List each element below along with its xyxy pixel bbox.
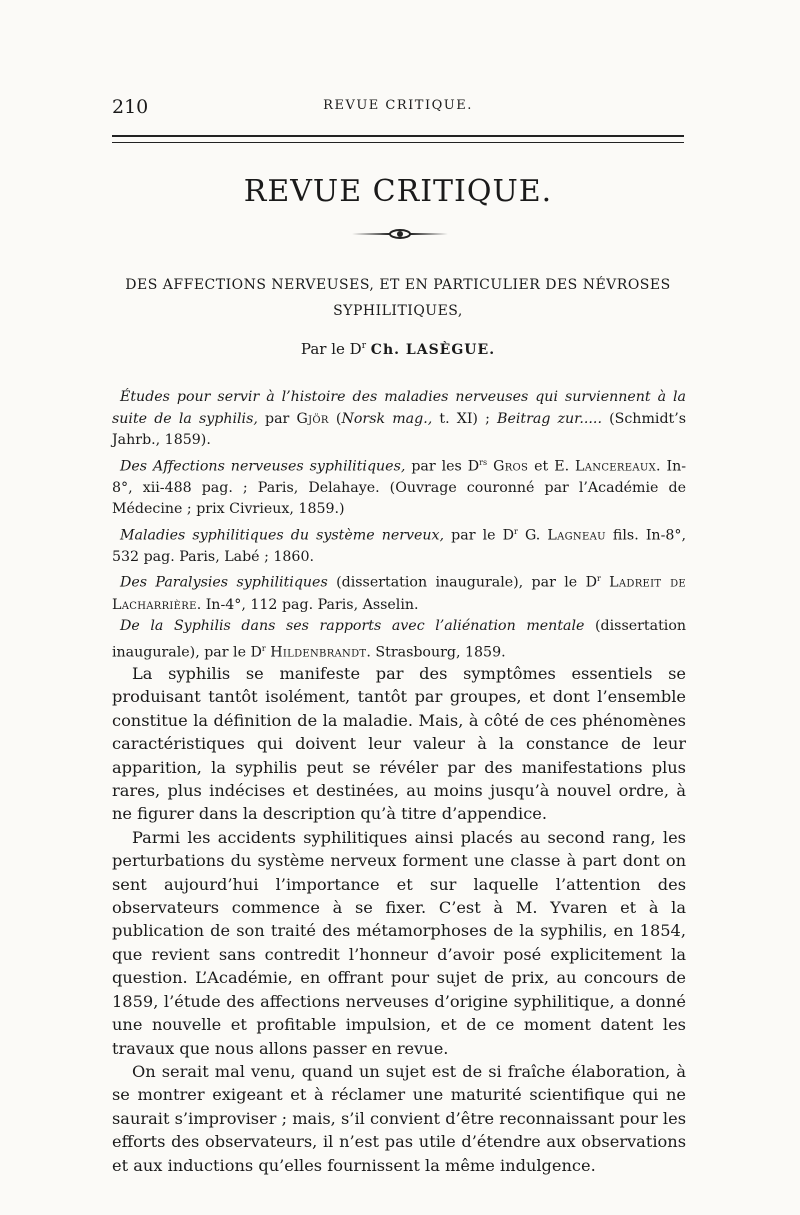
body-paragraph: Parmi les accidents syphilitiques ainsi placés au second rang, les perturbations du système nerveux forment une classe à part dont on sent aujourd’hui l’importance et sur laquelle l’attention des observateurs commence à se fixer. C’est à M. Yvaren et à la publication de son traité des métamorphoses de la syphilis, en 1854, que revient sans contredit l’honneur d’avoir posé explicitement la question. L’Académie, en offrant pour sujet de prix, au concours de 1859, l’étude des affections nerveuses d’origine syphilitique, a donné une nouvelle et profitable impulsion, et de ce moment datent les travaux que nous allons passer en revue.	[112, 827, 686, 1058]
body-text	[112, 662, 686, 1177]
reference-item: Des Affections nerveuses syphilitiques, par les $D^{rs}$ Gros et E. Lancereaux. In-8°, xii-488 pag. ; Paris, Delahaye. (Ouvrage couronné par l’Académie de Médecine ; prix Civrieux, 1859.)	[112, 457, 687, 518]
bibliography	[112, 387, 686, 664]
byline	[112, 340, 684, 358]
article-title	[112, 272, 684, 324]
body-paragraph: On serait mal venu, quand un sujet est de si fraîche élaboration, à se montrer exigeant et à réclamer une maturité scientifique qui ne saurait s’improviser ; mais, s’il convient d’être reconnaissant pour les efforts des observateurs, il n’est pas utile d’étendre aux observations et aux inductions qu’elles fournissent la même indulgence.	[112, 1061, 686, 1175]
body-paragraph: La syphilis se manifeste par des symptômes essentiels se produisant tantôt isolément, tantôt par groupes, et dont l’ensemble constitue la définition de la maladie. Mais, à côté de ces phénomènes caractéristiques qui doivent leur valeur à la constance de leur apparition, la syphilis peut se révéler par des manifestations plus rares, plus indécises et destinées, au moins jusqu’à nouvel ordre, à ne figurer dans la description qu’à titre d’appendice.	[112, 664, 686, 824]
header-rule-thin	[112, 142, 684, 143]
header-rule-thick	[112, 135, 684, 137]
byline-author: Ch. LASÈGUE.	[370, 342, 496, 358]
byline-prefix: Par le D	[300, 340, 362, 358]
running-title: REVUE CRITIQUE.	[323, 98, 473, 113]
reference-item: Maladies syphilitiques du système nerveux, par le $D^r$ G. Lagneau fils. In-8°, 532 pag. Paris, Labé ; 1860.	[112, 526, 686, 565]
reference-item: De la Syphilis dans ses rapports avec l’aliénation mentale (dissertation inaugurale), par le $D^r$ Hildenbrandt. Strasbourg, 1859.	[112, 618, 686, 661]
reference-item: Des Paralysies syphilitiques (dissertation inaugurale), par le $D^r$ Ladreit de Lacharrière. In-4°, 112 pag. Paris, Asselin.	[112, 574, 686, 613]
section-title: REVUE CRITIQUE.	[243, 174, 553, 209]
article-title-line-1: DES AFFECTIONS NERVEUSES, ET EN PARTICULIER DES NÉVROSES	[125, 277, 671, 293]
reference-item: Études pour servir à l’histoire des maladies nerveuses qui surviennent à la suite de la syphilis, par Gjör (Norsk mag., t. XI) ; Beitrag zur..... (Schmidt’s Jahrb., 1859).	[112, 389, 687, 448]
article-title-line-2: SYPHILITIQUES,	[333, 303, 463, 319]
byline-sup: r	[361, 341, 367, 351]
running-head	[112, 96, 684, 120]
ornament-divider	[350, 226, 450, 242]
page-number: 210	[112, 96, 149, 118]
